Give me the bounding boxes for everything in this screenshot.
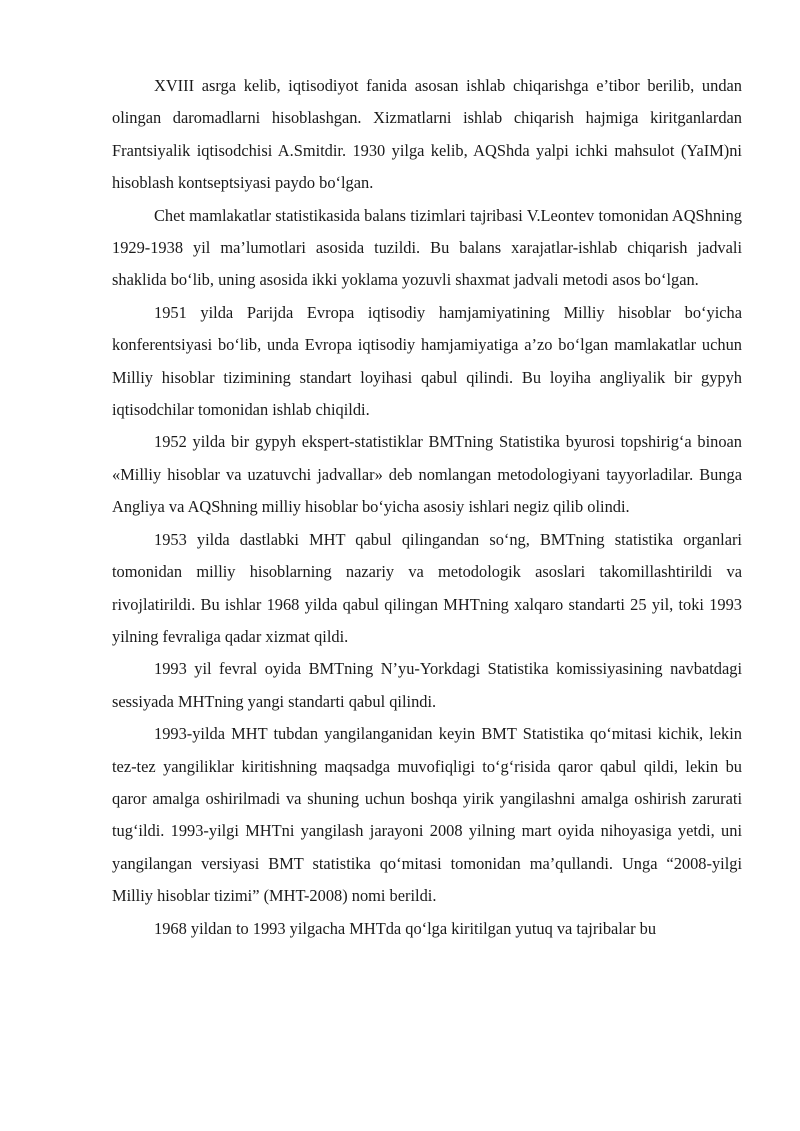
document-page (112, 70, 742, 945)
paragraph-2: Chet mamlakatlar statistikasida balans tizimlari tajribasi V.Leontev tomonidan AQShning 1929-1938 yil ma’lumotlari asosida tuzildi. Bu balans xarajatlar-ishlab chiqarish jadvali shaklida bo‘lib, uning asosida ikki yoklama yozuvli shaxmat jadvali metodi asos bo‘lgan. (112, 205, 742, 290)
paragraph-8: 1968 yildan to 1993 yilgacha MHTda qo‘lga kiritilgan yutuq va tajribalar bu (154, 918, 657, 938)
paragraph-6: 1993 yil fevral oyida BMTning N’yu-Yorkdagi Statistika komissiyasining navbatdagi sessiyada MHTning yangi standarti qabul qilindi. (112, 659, 742, 711)
paragraph-1: XVIII asrga kelib, iqtisodiyot fanida asosan ishlab chiqarishga e’tibor berilib, undan olingan daromadlarni hisoblashgan. Xizmatlarni ishlab chiqarish hajmiga kiritganlardan Frantsiyalik iqtisodchisi A.Smitdir. 1930 yilga kelib, AQShda yalpi ichki mahsulot (YaIM)ni hisoblash kontseptsiyasi paydo bo‘lgan. (112, 76, 742, 193)
paragraph-5: 1953 yilda dastlabki MHT qabul qilingandan so‘ng, BMTning statistika organlari tomonidan milliy hisoblarning nazariy va metodologik asoslari takomillashtirildi va rivojlatirildi. Bu ishlar 1968 yilda qabul qilingan MHTning xalqaro standarti 25 yil, toki 1993 yilning fevraliga qadar xizmat qildi. (112, 529, 742, 646)
paragraph-3: 1951 yilda Parijda Evropa iqtisodiy hamjamiyatining Milliy hisoblar bo‘yicha konferentsiyasi bo‘lib, unda Evropa iqtisodiy hamjamiyatiga a’zo bo‘lgan mamlakatlar uchun Milliy hisoblar tizimining standart loyihasi qabul qilindi. Bu loyiha angliyalik bir gypyh iqtisodchilar tomonidan ishlab chiqildi. (112, 302, 742, 420)
paragraph-4: 1952 yilda bir gypyh ekspert-statistiklar BMTning Statistika byurosi topshirig‘a binoan «Milliy hisoblar va uzatuvchi jadvallar» deb nomlangan metodologiyani tayyorladilar. Bunga Angliya va AQShning milliy hisoblar bo‘yicha asosiy ishlari negiz qilib olindi. (112, 432, 742, 517)
paragraph-7: 1993-yilda MHT tubdan yangilanganidan keyin BMT Statistika qo‘mitasi kichik, lekin tez-tez yangiliklar kiritishning maqsadga muvofiqligi to‘g‘risida qaror qabul qildi, lekin bu qaror amalga oshirilmadi va shuning uchun boshqa yirik yangilashni amalga oshirish zarurati tug‘ildi. 1993-yilgi MHTni yangilash jarayoni 2008 yilning mart oyida nihoyasiga yetdi, uni yangilangan versiyasi BMT statistika qo‘mitasi tomonidan ma’qullandi. Unga “2008-yilgi Milliy hisoblar tizimi” (MHT-2008) nomi berildi. (112, 724, 742, 906)
